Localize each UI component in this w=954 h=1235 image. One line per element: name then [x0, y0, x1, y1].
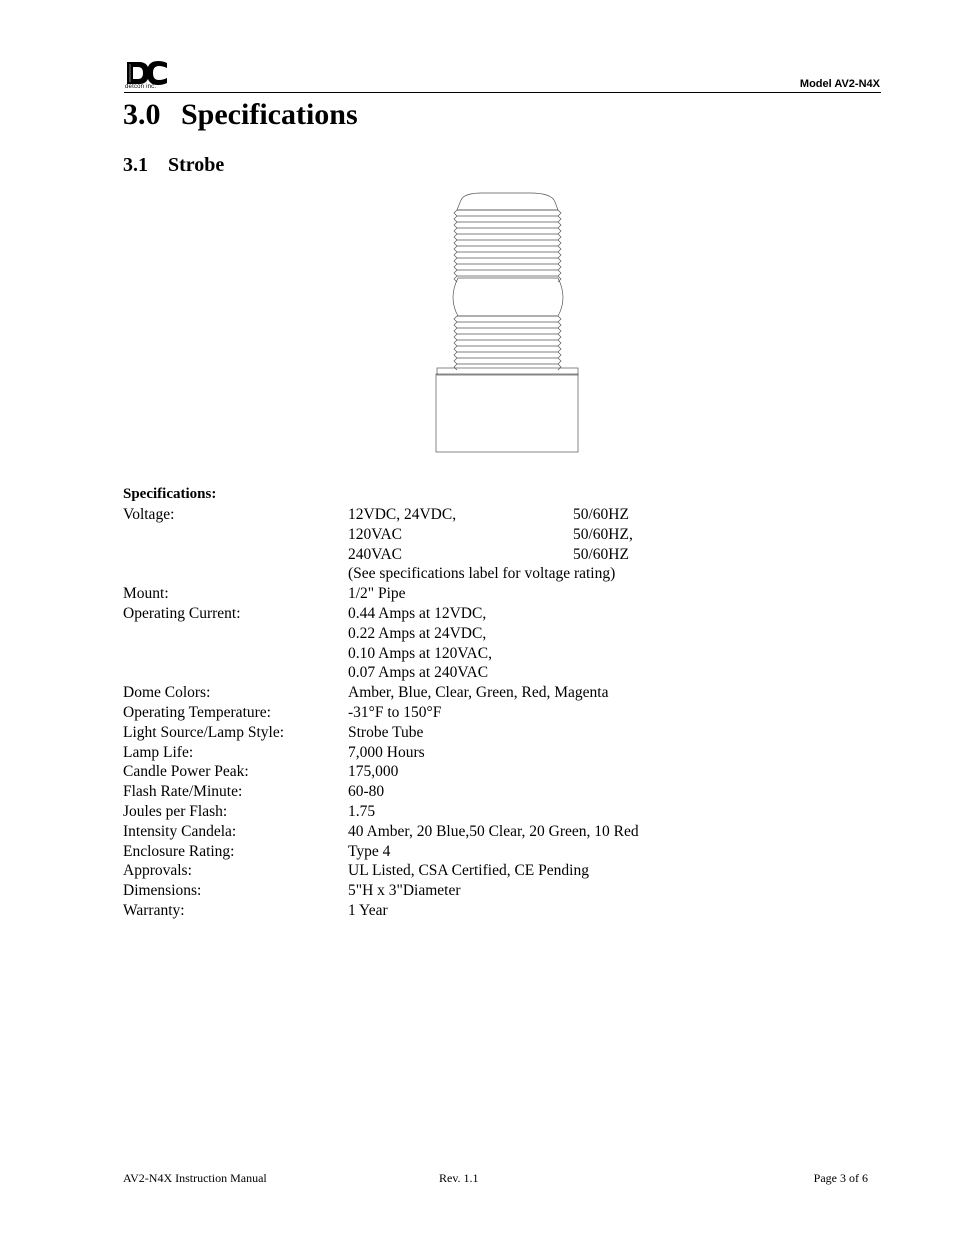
spec-value: 0.22 Amps at 24VDC, [348, 624, 487, 642]
spec-label [123, 545, 348, 565]
spec-value: 120VAC [348, 525, 402, 543]
header-rule [124, 92, 881, 93]
spec-value: Strobe Tube [348, 723, 424, 741]
strobe-rib [454, 234, 561, 240]
strobe-rib [454, 246, 561, 252]
spec-value-extra: 50/60HZ [573, 545, 629, 563]
spec-value: 40 Amber, 20 Blue,50 Clear, 20 Green, 10 Red [348, 822, 639, 840]
spec-value: UL Listed, CSA Certified, CE Pending [348, 862, 589, 880]
spec-label: Candle Power Peak: [123, 763, 249, 781]
spec-row [123, 644, 633, 664]
section-number: 3.0 [123, 98, 161, 131]
spec-row [123, 901, 633, 921]
section-heading [123, 98, 358, 132]
specifications-table [123, 505, 639, 921]
spec-value-extra: 50/60HZ, [573, 525, 633, 543]
spec-label: Operating Current: [123, 604, 241, 622]
strobe-rib [454, 346, 561, 352]
spec-row [123, 604, 633, 624]
strobe-rib [454, 316, 561, 322]
specifications-title: Specifications: [123, 486, 217, 502]
spec-value: 0.10 Amps at 120VAC, [348, 644, 492, 662]
strobe-rib [454, 228, 561, 234]
detcon-logo-icon [125, 60, 169, 86]
spec-label: Light Source/Lamp Style: [123, 723, 285, 741]
spec-row [123, 881, 633, 901]
spec-value: 7,000 Hours [348, 743, 425, 761]
spec-label: Warranty: [123, 901, 185, 919]
spec-label [123, 525, 348, 545]
spec-value: 60-80 [348, 783, 385, 801]
strobe-rib [454, 352, 561, 358]
spec-row [123, 723, 633, 743]
spec-value: 5"H x 3"Diameter [348, 882, 461, 900]
spec-row [123, 762, 633, 782]
spec-value: 175,000 [348, 763, 399, 781]
spec-row [123, 861, 633, 881]
spec-value: 1.75 [348, 802, 376, 820]
spec-label: Intensity Candela: [123, 822, 237, 840]
spec-label: Dimensions: [123, 882, 202, 900]
strobe-rib [454, 334, 561, 340]
spec-label: Joules per Flash: [123, 802, 228, 820]
spec-row [123, 842, 633, 862]
spec-label: Voltage: [123, 506, 175, 523]
spec-row [123, 802, 633, 822]
spec-label: Operating Temperature: [123, 703, 271, 721]
spec-label [123, 564, 348, 584]
footer-revision: Rev. 1.1 [439, 1171, 479, 1185]
strobe-rib [454, 258, 561, 264]
strobe-rib [454, 270, 561, 276]
strobe-rib [454, 210, 561, 216]
spec-label [123, 624, 348, 644]
spec-value: 12VDC, 24VDC, [348, 506, 457, 523]
spec-row [123, 822, 639, 842]
spec-value: 0.44 Amps at 12VDC, [348, 604, 487, 622]
spec-value: 1/2" Pipe [348, 585, 406, 603]
spec-row [123, 703, 633, 723]
footer-page-number: Page 3 of 6 [813, 1171, 868, 1185]
strobe-rib [454, 358, 561, 364]
spec-label: Mount: [123, 585, 169, 603]
spec-value: Type 4 [348, 842, 391, 860]
strobe-light-icon [430, 190, 585, 455]
spec-row [123, 743, 633, 763]
spec-value: -31°F to 150°F [348, 703, 442, 721]
spec-row [123, 663, 633, 683]
spec-label: Lamp Life: [123, 743, 194, 761]
spec-label: Flash Rate/Minute: [123, 783, 243, 801]
spec-label: Dome Colors: [123, 684, 211, 702]
spec-row [123, 584, 633, 604]
logo-text: detcon inc. [125, 84, 157, 90]
spec-value: 0.07 Amps at 240VAC [348, 664, 489, 682]
model-label: Model AV2-N4X [799, 78, 880, 90]
subsection-number: 3.1 [123, 154, 148, 176]
strobe-rib [454, 240, 561, 246]
strobe-rib [454, 364, 561, 370]
spec-row [123, 545, 633, 565]
strobe-rib [454, 328, 561, 334]
spec-row [123, 505, 633, 525]
company-logo [125, 60, 169, 92]
strobe-rib [454, 276, 561, 282]
strobe-drawing [430, 190, 585, 455]
spec-label: Approvals: [123, 862, 192, 880]
spec-value-extra: 50/60HZ [573, 506, 629, 523]
spec-row [123, 683, 633, 703]
spec-value: 240VAC [348, 545, 402, 563]
spec-label [123, 663, 348, 683]
spec-row [123, 525, 633, 545]
spec-row [123, 624, 633, 644]
strobe-rib [454, 264, 561, 270]
subsection-heading [123, 154, 224, 177]
strobe-rib [454, 216, 561, 222]
strobe-rib [454, 340, 561, 346]
spec-value: Amber, Blue, Clear, Green, Red, Magenta [348, 684, 609, 702]
spec-row [123, 782, 633, 802]
spec-value: 1 Year [348, 901, 388, 919]
spec-label: Enclosure Rating: [123, 842, 235, 860]
spec-row [123, 564, 633, 584]
spec-value: (See specifications label for voltage rating) [348, 565, 616, 583]
strobe-rib [454, 322, 561, 328]
subsection-title: Strobe [168, 154, 225, 176]
strobe-rib [454, 222, 561, 228]
footer-manual-title: AV2-N4X Instruction Manual [123, 1171, 267, 1185]
section-title: Specifications [181, 98, 358, 131]
spec-label [123, 644, 348, 664]
strobe-rib [454, 252, 561, 258]
